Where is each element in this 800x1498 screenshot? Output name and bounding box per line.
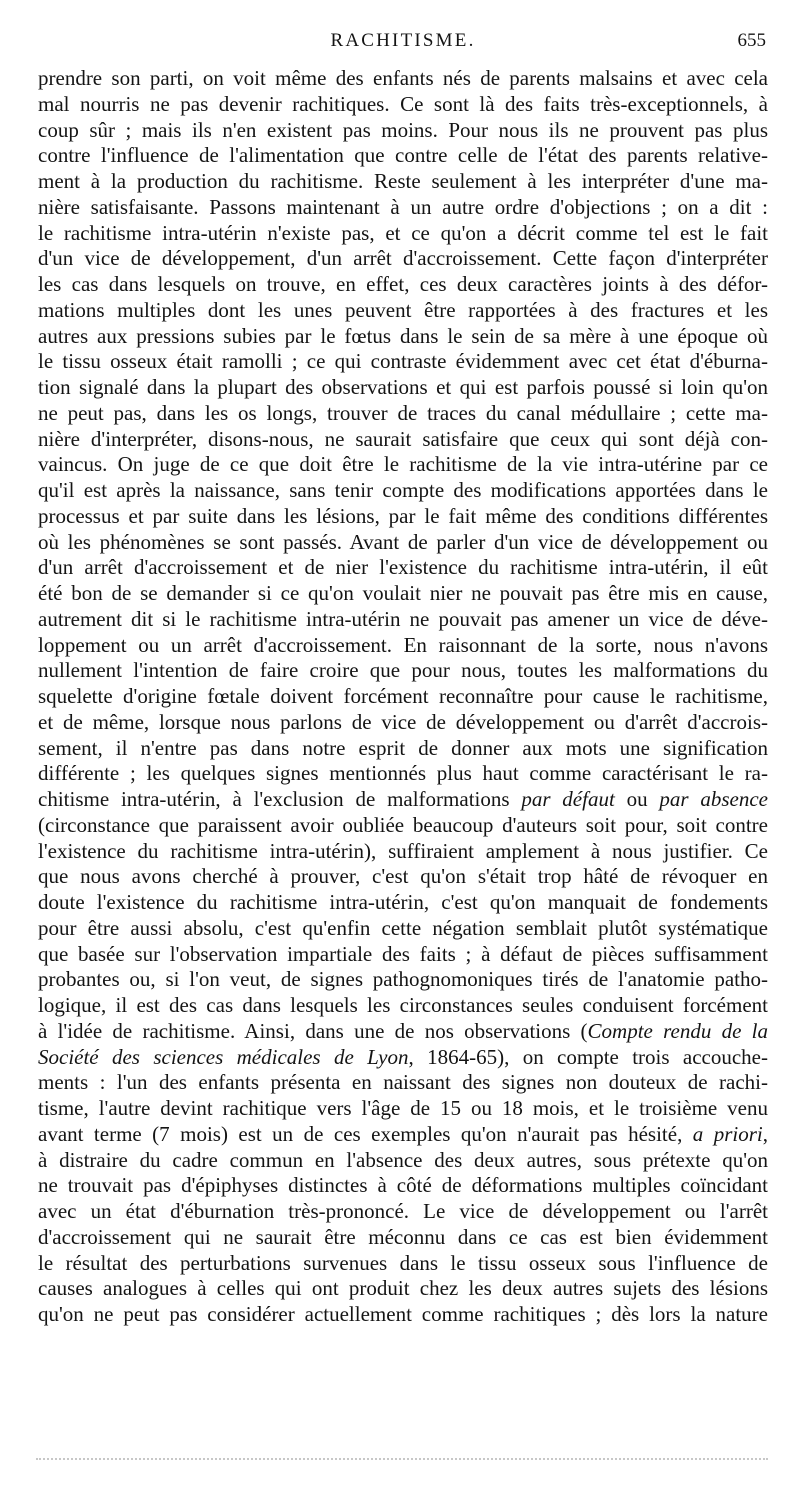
text-line: à distraire du cadre commun en l'absence des deux autres, sous prétexte qu'on: [38, 1147, 768, 1172]
page-header: [38, 24, 768, 54]
text-line: qu'il est après la naissance, sans tenir compte des modifications apportées dans le: [38, 478, 768, 502]
text-line: d'un arrêt d'accroissement et de nier l'existence du rachitisme intra-utérin, il eût: [38, 555, 768, 580]
text-line: le tissu osseux était ramolli ; ce qui contraste évidemment avec cet état d'éburna-: [38, 349, 768, 374]
text-line: tion signalé dans la plupart des observations et qui est parfois poussé si loin qu'on: [38, 375, 768, 399]
text-line: prendre son parti, on voit même des enfants nés de parents malsains et avec cela: [38, 66, 768, 90]
text-line: été bon de se demander si ce qu'on voulait nier ne pouvait pas être mis en cause,: [38, 581, 768, 605]
text-line: d'un vice de développement, d'un arrêt d'accroissement. Cette façon d'interpréter: [38, 246, 768, 271]
text-line: coup sûr ; mais ils n'en existent pas moins. Pour nous ils ne prouvent pas plus: [38, 117, 768, 142]
text-line: à l'idée de rachitisme. Ainsi, dans une de nos observations (Compte rendu de la: [38, 1018, 769, 1043]
text-line: mations multiples dont les unes peuvent être rapportées à des fractures et les: [38, 297, 768, 322]
text-line: nière d'interpréter, disons-nous, ne saurait satisfaire que ceux qui sont déjà con-: [38, 426, 768, 451]
running-title: RACHITISME.: [330, 30, 476, 51]
text-line: doute l'existence du rachitisme intra-utérin, c'est qu'on manquait de fondements: [38, 890, 768, 914]
text-line: différente ; les quelques signes mentionnés plus haut comme caractérisant le ra-: [38, 761, 768, 786]
text-line: qu'on ne peut pas considérer actuellement comme rachitiques ; dès lors la nature: [38, 1302, 768, 1326]
text-line: processus et par suite dans les lésions, par le fait même des conditions différentes: [38, 503, 768, 528]
text-line: les cas dans lesquels on trouve, en effet, ces deux caractères joints à des défor-: [38, 272, 768, 296]
italic-phrase: a priori: [692, 1121, 763, 1146]
text-line: que basée sur l'observation impartiale des faits ; à défaut de pièces suffisamment: [38, 941, 768, 966]
text-line: tisme, l'autre devint rachitique vers l'âge de 15 ou 18 mois, et le troisième venu: [38, 1096, 768, 1120]
text-line: contre l'influence de l'alimentation que contre celle de l'état des parents relative-: [38, 143, 768, 168]
text-line: logique, il est des cas dans lesquels les circonstances seules conduisent forcément: [38, 993, 768, 1017]
text-line: loppement ou un arrêt d'accroissement. En raisonnant de la sorte, nous n'avons: [38, 632, 768, 657]
text-line: et de même, lorsque nous parlons de vice de développement ou d'arrêt d'accrois-: [38, 709, 768, 734]
text-line: (circonstance que paraissent avoir oubliée beaucoup d'auteurs soit pour, soit contre: [38, 812, 768, 837]
text-line: ne peut pas, dans les os longs, trouver de traces du canal médullaire ; cette ma-: [38, 400, 768, 425]
text-line: le résultat des perturbations survenues dans le tissu osseux sous l'influence de: [38, 1250, 768, 1275]
text-line: causes analogues à celles qui ont produit chez les deux autres sujets des lésions: [38, 1276, 768, 1301]
text-line: avec un état d'éburnation très-prononcé. Le vice de développement ou l'arrêt: [38, 1199, 768, 1223]
text-line: autrement dit si le rachitisme intra-utérin ne pouvait pas amener un vice de déve-: [38, 606, 768, 631]
text-line: squelette d'origine fœtale doivent forcément reconnaître pour cause le rachitisme,: [38, 684, 768, 708]
text-line: d'accroissement qui ne saurait être méconnu dans ce cas est bien évidemment: [38, 1224, 768, 1249]
text-line: avant terme (7 mois) est un de ces exemples qu'on n'aurait pas hésité, a priori,: [38, 1121, 768, 1146]
italic-phrase: Compte rendu de la: [587, 1018, 769, 1043]
text-line: pour être aussi absolu, c'est qu'enfin cette négation semblait plutôt systématique: [38, 915, 768, 940]
text-line: nullement l'intention de faire croire que pour nous, toutes les malformations du: [38, 658, 768, 683]
text-line: sement, il n'entre pas dans notre esprit de donner aux mots une signification: [38, 735, 768, 760]
italic-phrase: par défaut: [521, 787, 615, 811]
text-line: le rachitisme intra-utérin n'existe pas, et ce qu'on a décrit comme tel est le fait: [38, 220, 768, 245]
footer-rule: [36, 1458, 768, 1460]
text-line: ment à la production du rachitisme. Reste seulement à les interpréter d'une ma-: [38, 169, 768, 193]
body-text: [38, 66, 768, 1328]
text-line: où les phénomènes se sont passés. Avant de parler d'un vice de développement ou: [38, 529, 768, 554]
italic-phrase: par absence: [659, 787, 769, 811]
text-line: Société des sciences médicales de Lyon, 1864-65), on compte trois accouche-: [38, 1044, 768, 1069]
text-line: probantes ou, si l'on veut, de signes pathognomoniques tirés de l'anatomie patho-: [38, 967, 768, 992]
text-line: vaincus. On juge de ce que doit être le rachitisme de la vie intra-utérine par ce: [38, 452, 768, 477]
text-line: l'existence du rachitisme intra-utérin), suffiraient amplement à nous justifier. Ce: [38, 838, 768, 863]
text-line: chitisme intra-utérin, à l'exclusion de malformations par défaut ou par absence: [38, 787, 769, 811]
text-line: mal nourris ne pas devenir rachitiques. Ce sont là des faits très-exceptionnels, à: [38, 91, 768, 116]
italic-phrase: Société des sciences médicales de Lyon: [38, 1044, 409, 1069]
text-line: ne trouvait pas d'épiphyses distinctes à côté de déformations multiples coïncidant: [38, 1173, 768, 1198]
page-number: 655: [737, 30, 766, 51]
text-line: nière satisfaisante. Passons maintenant à un autre ordre d'objections ; on a dit :: [38, 194, 768, 219]
text-line: autres aux pressions subies par le fœtus dans le sein de sa mère à une époque où: [38, 323, 768, 348]
text-line: que nous avons cherché à prouver, c'est qu'on s'était trop hâté de révoquer en: [38, 864, 768, 889]
text-line: ments : l'un des enfants présenta en naissant des signes non douteux de rachi-: [38, 1070, 768, 1095]
